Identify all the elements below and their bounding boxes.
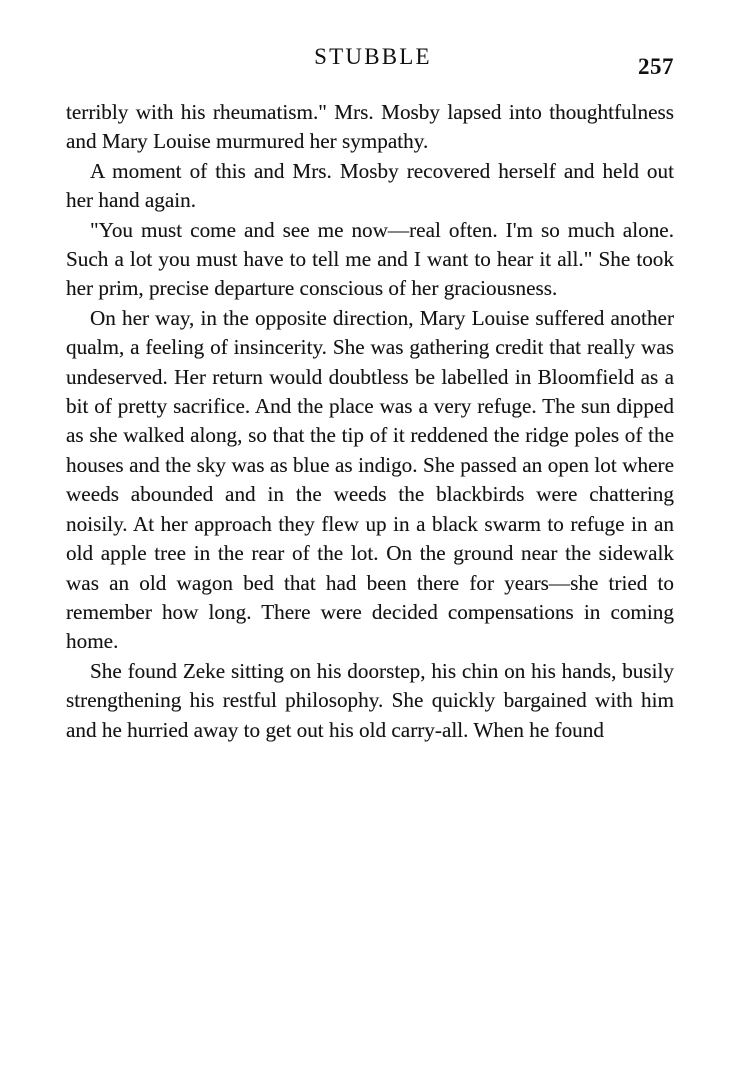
page-number: 257 [638, 54, 674, 79]
paragraph: She found Zeke sitting on his doorstep, his chin on his hands, busily strengthening his restful philosophy. She quickly bargained with him and he hurried away to get out his old carry-all. When he found [66, 658, 674, 742]
paragraph: A moment of this and Mrs. Mosby recovered herself and held out her hand again. [66, 158, 674, 213]
book-title: STUBBLE [314, 44, 432, 69]
paragraph: On her way, in the opposite direction, Mary Louise suffered another qualm, a feeling of insincerity. She was gathering credit that really was undeserved. Her return would doubtless be labelled in Bloomfield as a bit of pretty sacrifice. And the place was a very refuge. The sun dipped as she walked along, so that the tip of it reddened the ridge poles of the houses and the sky was as blue as indigo. She passed an open lot where weeds abounded and in the weeds the blackbirds were chattering noisily. At her approach they flew up in a black swarm to refuge in an old apple tree in the rear of the lot. On the ground near the sidewalk was an old wagon bed that had been there for years—she tried to remember how long. There were decided compensations in coming home. [66, 305, 674, 654]
body-text [66, 98, 674, 745]
running-head [66, 44, 674, 84]
paragraph: terribly with his rheumatism." Mrs. Mosby lapsed into thoughtfulness and Mary Louise murmured her sympathy. [66, 100, 674, 154]
paragraph: "You must come and see me now—real often. I'm so much alone. Such a lot you must have to tell me and I want to hear it all." She took her prim, precise departure conscious of her graciousness. [66, 217, 674, 301]
